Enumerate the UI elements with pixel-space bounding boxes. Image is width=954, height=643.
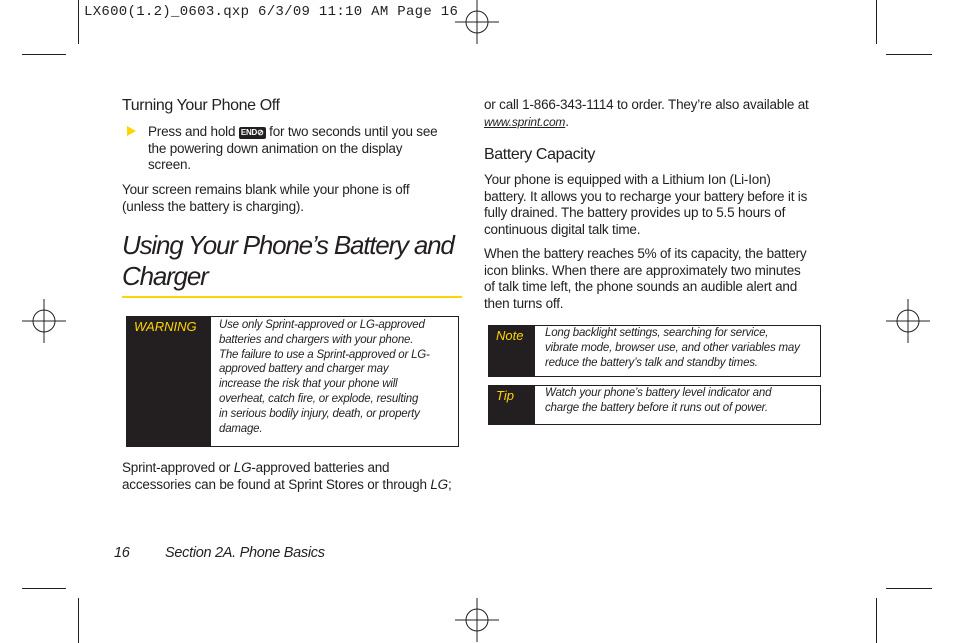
battery-capacity-heading: Battery Capacity (484, 146, 595, 163)
battery-capacity-paragraph-1: Your phone is equipped with a Lithium Ion (Li-Ion) battery. It allows you to recharge your battery before it is fully drained. The battery provides up to 5.5 hours of continuous digital talk time. (484, 172, 808, 237)
printer-slug: LX600(1.2)_0603.qxp 6/3/09 11:10 AM Page 16 (84, 4, 459, 20)
crop-mark (876, 0, 877, 44)
end-key-icon: END⊘ (240, 128, 264, 137)
power-off-instruction: Press and hold END⊘ for two seconds until you see the powering down animation on the display screen. (148, 124, 438, 172)
crop-mark (22, 588, 66, 589)
accessories-paragraph: Sprint-approved or LG-approved batteries and accessories can be found at Sprint Stores or through LG; (122, 460, 452, 492)
registration-mark-icon (886, 299, 930, 343)
crop-mark (886, 54, 932, 55)
section-title: Using Your Phone’s Battery and Charger (122, 230, 454, 291)
warning-label-tab: WARNING (127, 317, 211, 446)
title-underline (122, 296, 462, 298)
tip-text: Watch your phone’s battery level indicator and charge the battery before it runs out of power. (545, 387, 772, 414)
registration-mark-icon (455, 0, 499, 44)
note-box (488, 325, 821, 377)
section-name: Section 2A. Phone Basics (165, 545, 325, 561)
tip-box (488, 385, 821, 425)
registration-mark-icon (22, 299, 66, 343)
sprint-website-link[interactable]: www.sprint.com (484, 114, 566, 129)
registration-mark-icon (455, 598, 499, 642)
note-label-tab: Note (489, 326, 535, 376)
screen-blank-paragraph: Your screen remains blank while your phone is off (unless the battery is charging). (122, 182, 410, 214)
crop-mark (78, 598, 79, 643)
note-text: Long backlight settings, searching for service, vibrate mode, browser use, and other variables may reduce the battery’s talk and standby times. (545, 327, 800, 369)
crop-mark (886, 588, 932, 589)
turning-off-heading: Turning Your Phone Off (122, 97, 280, 114)
battery-capacity-paragraph-2: When the battery reaches 5% of its capacity, the battery icon blinks. When there are approximately two minutes of talk time left, the phone sounds an audible alert and then turns off. (484, 246, 807, 311)
crop-mark (22, 54, 66, 55)
crop-mark (78, 0, 79, 44)
tip-label-tab: Tip (489, 386, 535, 424)
page-number: 16 (114, 545, 130, 561)
warning-text: Use only Sprint-approved or LG-approved batteries and chargers with your phone. The failure to use a Sprint-approved or LG- approved battery and charger may increase the risk that your phone will overheat, catch fire, or explode, resulting in serious bodily injury, death, or property damage. (219, 319, 430, 435)
order-paragraph: or call 1-866-343-1114 to order. They’re also available at www.sprint.com. (484, 97, 809, 129)
bullet-arrow-icon (127, 126, 136, 136)
warning-box (126, 316, 459, 447)
crop-mark (876, 598, 877, 643)
